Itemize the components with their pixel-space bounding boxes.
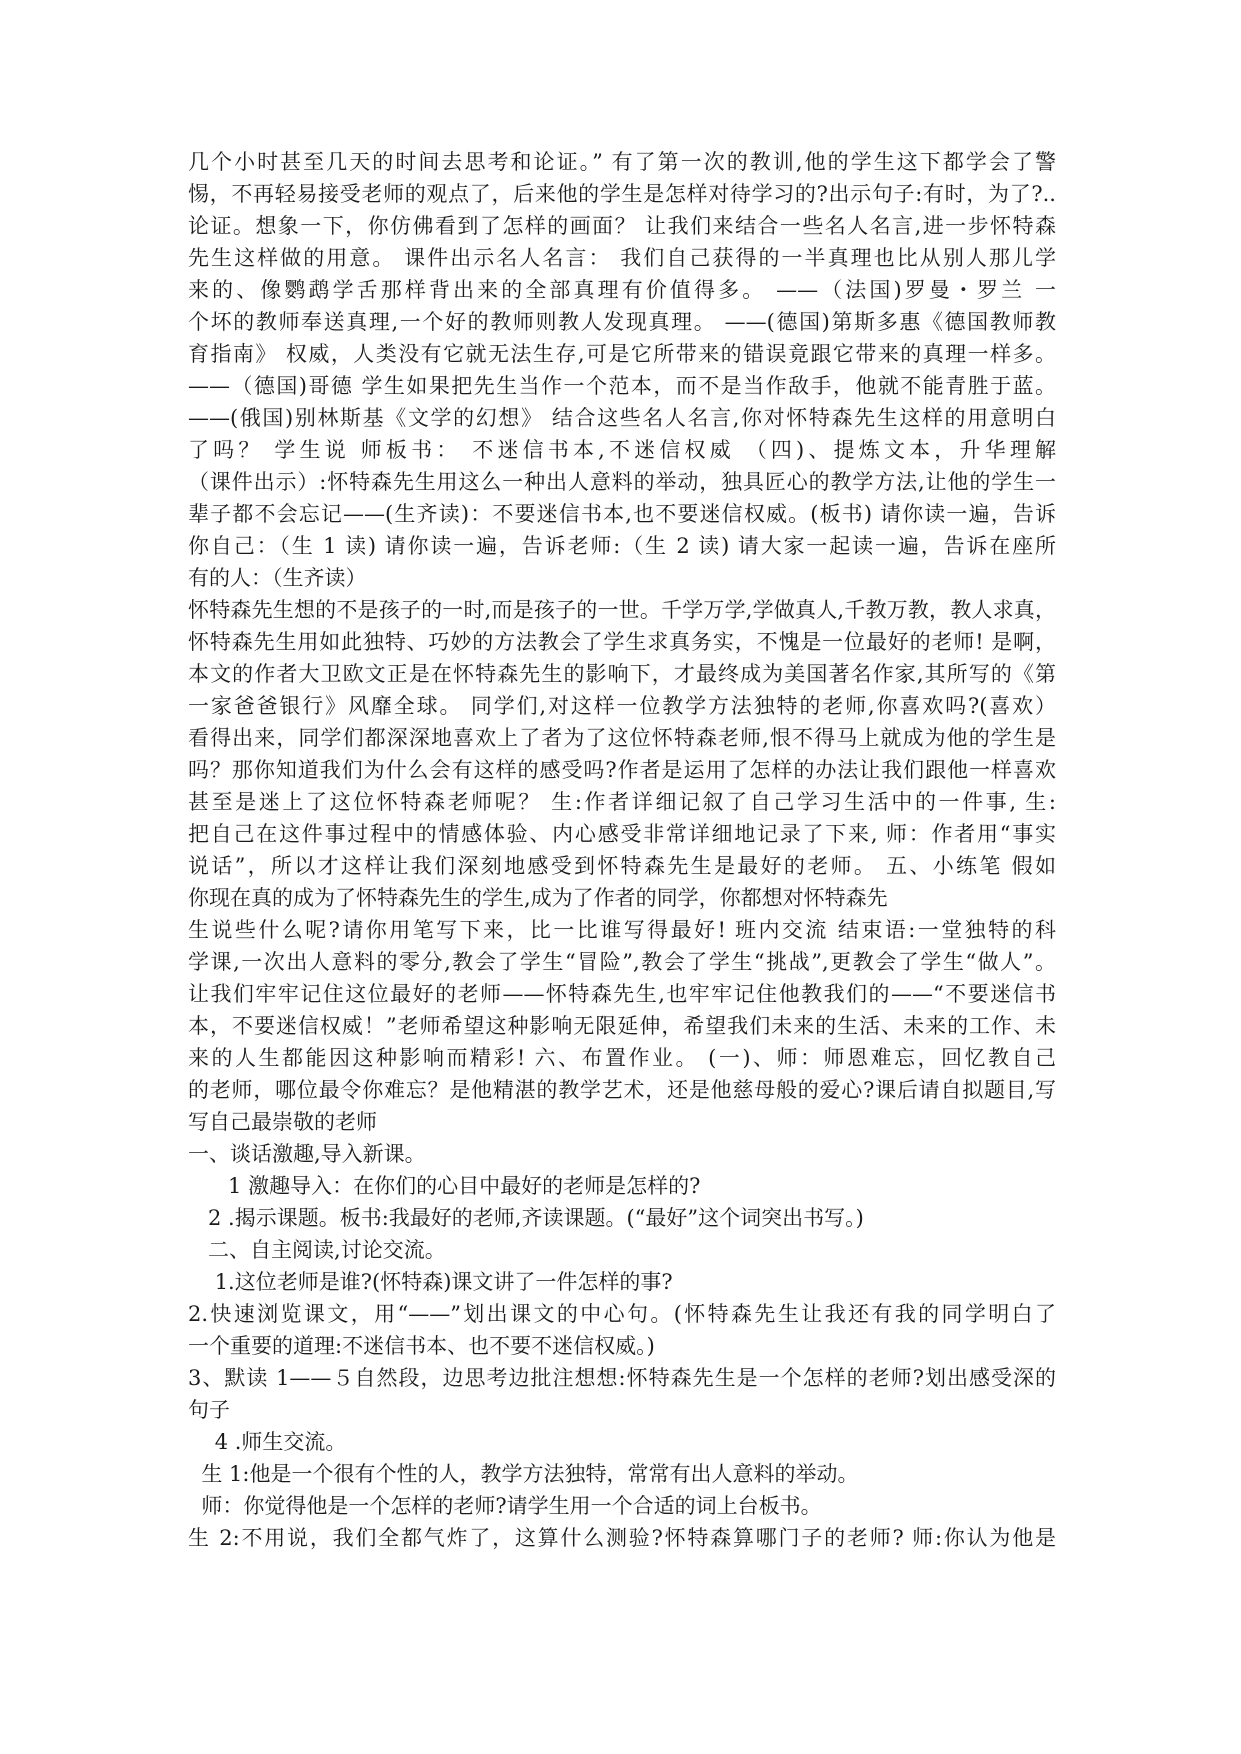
text-line: 怀特森先生想的不是孩子的一时,而是孩子的一世。千学万学,学做真人,千教万教，教人求真， (188, 598, 1056, 622)
text-line: 2.快速浏览课文，用“——”划出课文的中心句。(怀特森先生让我还有我的同学明白了 (188, 1302, 1056, 1326)
text-line: 几个小时甚至几天的时间去思考和论证。” 有了第一次的教训,他的学生这下都学会了警 (188, 150, 1056, 174)
text-line: 来的、像鹦鹉学舌那样背出来的全部真理有价值得多。 ——（法国)罗曼・罗兰 一 (188, 278, 1056, 302)
text-line: 惕，不再轻易接受老师的观点了，后来他的学生是怎样对待学习的?出示句子:有时，为了?.. (188, 182, 1056, 206)
text-line: 写自己最崇敬的老师 (188, 1110, 377, 1134)
text-line: 生 2:不用说，我们全都气炸了，这算什么测验?怀特森算哪门子的老师? 师:你认为他是 (188, 1526, 1056, 1550)
text-line: 个坏的教师奉送真理,一个好的教师则教人发现真理。 ——(德国)第斯多惠《德国教师教 (188, 310, 1056, 334)
text-line: 本文的作者大卫欧文正是在怀特森先生的影响下，才最终成为美国著名作家,其所写的《第 (188, 662, 1056, 686)
text-line: 本，不要迷信权威！”老师希望这种影响无限延伸，希望我们未来的生活、未来的工作、未 (188, 1014, 1056, 1038)
text-line: 一家爸爸银行》风靡全球。 同学们,对这样一位教学方法独特的老师,你喜欢吗?(喜欢） (188, 694, 1056, 718)
text-line: 一个重要的道理:不迷信书本、也不要不迷信权威。) (188, 1334, 655, 1358)
text-line: 甚至是迷上了这位怀特森老师呢？ 生:作者详细记叙了自己学习生活中的一件事, 生: (188, 790, 1056, 814)
text-line: 了吗？ 学生说 师板书： 不迷信书本,不迷信权威 （四)、提炼文本，升华理解 (188, 438, 1056, 462)
section-heading: 二、自主阅读,讨论交流。 (188, 1238, 446, 1262)
text-line: 让我们牢牢记住这位最好的老师——怀特森先生,也牢牢记住他教我们的——“不要迷信书 (188, 982, 1056, 1006)
text-line: 先生这样做的用意。 课件出示名人名言： 我们自己获得的一半真理也比从别人那儿学 (188, 246, 1056, 270)
text-line: 3、默读 1——５自然段，边思考边批注想想:怀特森先生是一个怎样的老师?划出感受深的 (188, 1366, 1056, 1390)
text-line: 把自己在这件事过程中的情感体验、内心感受非常详细地记录了下来, 师：作者用“事实 (188, 822, 1056, 846)
text-line: 怀特森先生用如此独特、巧妙的方法教会了学生求真务实，不愧是一位最好的老师! 是啊， (188, 630, 1056, 654)
text-line: 师：你觉得他是一个怎样的老师?请学生用一个合适的词上台板书。 (188, 1494, 822, 1518)
text-line: 2 .揭示课题。板书:我最好的老师,齐读课题。(“最好”这个词突出书写。) (188, 1206, 864, 1230)
document-body (188, 146, 1056, 1554)
text-line: 说话”，所以才这样让我们深刻地感受到怀特森先生是最好的老师。 五、小练笔 假如 (188, 854, 1056, 878)
text-line: 辈子都不会忘记——(生齐读)：不要迷信书本,也不要迷信权威。(板书) 请你读一遍，告诉 (188, 502, 1056, 526)
text-line: 有的人：（生齐读） (188, 566, 367, 590)
text-line: 生说些什么呢?请你用笔写下来，比一比谁写得最好! 班内交流 结束语:一堂独特的科 (188, 918, 1056, 942)
text-line: ——（德国)哥德 学生如果把先生当作一个范本，而不是当作敌手，他就不能青胜于蓝。 (188, 374, 1056, 398)
text-line: 的老师，哪位最令你难忘？是他精湛的教学艺术，还是他慈母般的爱心?课后请自拟题目,写 (188, 1078, 1056, 1102)
text-line: 你现在真的成为了怀特森先生的学生,成为了作者的同学，你都想对怀特森先 (188, 886, 888, 910)
text-line: 看得出来，同学们都深深地喜欢上了者为了这位怀特森老师,恨不得马上就成为他的学生是 (188, 726, 1056, 750)
section-heading: 一、谈话激趣,导入新课。 (188, 1142, 426, 1166)
text-line: 4 .师生交流。 (188, 1430, 347, 1454)
text-line: 句子 (188, 1398, 230, 1422)
text-line: ——(俄国)别林斯基《文学的幻想》 结合这些名人名言,你对怀特森先生这样的用意明白 (188, 406, 1056, 430)
text-line: 学课,一次出人意料的零分,教会了学生“冒险”,教会了学生“挑战”,更教会了学生“做人”。 (188, 950, 1056, 974)
text-line: 1 激趣导入：在你们的心目中最好的老师是怎样的? (188, 1174, 701, 1198)
text-line: 你自己：（生 1 读) 请你读一遍，告诉老师:（生 2 读) 请大家一起读一遍，告诉在座所 (188, 534, 1056, 558)
text-line: 1.这位老师是谁?(怀特森)课文讲了一件怎样的事? (188, 1270, 673, 1294)
text-line: 育指南》 权威，人类没有它就无法生存,可是它所带来的错误竟跟它带来的真理一样多。 (188, 342, 1056, 366)
text-line: 吗？那你知道我们为什么会有这样的感受吗?作者是运用了怎样的办法让我们跟他一样喜欢 (188, 758, 1056, 782)
text-line: 生 1:他是一个很有个性的人，教学方法独特，常常有出人意料的举动。 (188, 1462, 859, 1486)
text-line: 论证。想象一下，你仿佛看到了怎样的画面？ 让我们来结合一些名人名言,进一步怀特森 (188, 214, 1056, 238)
text-line: 来的人生都能因这种影响而精彩! 六、布置作业。 (一)、师：师恩难忘，回忆教自己 (188, 1046, 1056, 1070)
text-line: （课件出示）:怀特森先生用这么一种出人意料的举动，独具匠心的教学方法,让他的学生一 (188, 470, 1056, 494)
